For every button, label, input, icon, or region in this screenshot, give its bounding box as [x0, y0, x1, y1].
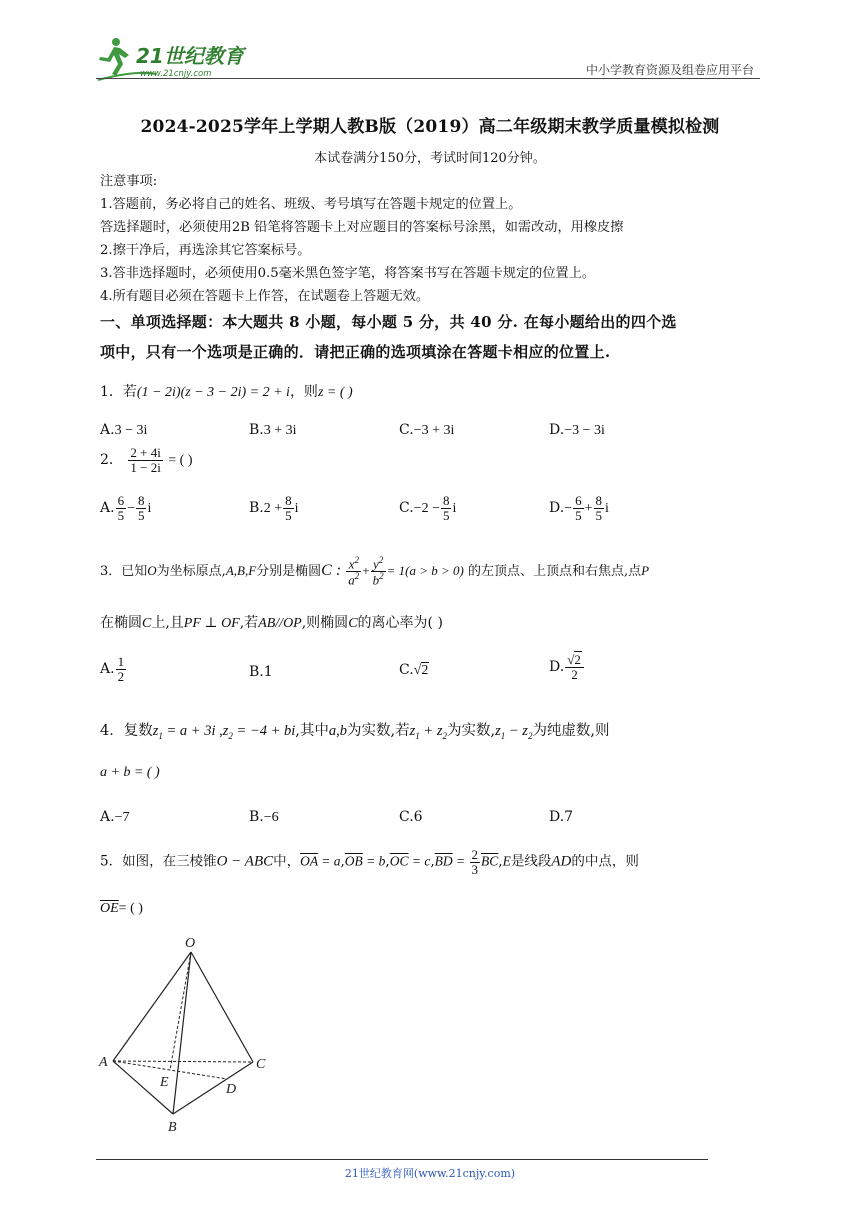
q3-option-c: C.√2 — [399, 662, 429, 678]
question-2: 2． $\frac{2 + 4i}{1 - 2i}$ = ( ) — [100, 445, 193, 475]
notice-line: 3.答非选择题时，必须使用0.5毫米黑色签字笔，将答案书写在答题卡规定的位置上。 — [100, 266, 596, 281]
question-5-line-2: $\overline{OE}=$ ( ) — [100, 901, 143, 916]
vertex-label-O: O — [185, 936, 196, 951]
notice-line: 4.所有题目必须在答题卡上作答，在试题卷上答题无效。 — [100, 289, 430, 304]
edge-OA — [113, 952, 191, 1061]
section-heading-line: 项中，只有一个选项是正确的．请把正确的选项填涂在答题卡相应的位置上. — [100, 343, 611, 361]
header-divider — [96, 78, 760, 79]
q2-option-a: A. $\frac{6}{5}$ − $\frac{8}{5}$ i — [100, 493, 152, 523]
q2-option-c: C.−2 − $\frac{8}{5}$ i — [399, 493, 457, 523]
segment-OE — [170, 952, 191, 1070]
platform-name: 中小学教育资源及组卷应用平台 — [585, 63, 754, 77]
point-label-E: E — [160, 1075, 169, 1090]
q1-option-a: A.3 − 3i — [100, 422, 148, 438]
question-3-line-1: 3．已知O为坐标原点,A,B,F分别是椭圆C : $\frac{x^2}{a^2}$ + $\frac{y^2}{b^2}$ = 1(a > b > 0) 的左顶点、上顶点和右焦点,点P — [100, 555, 650, 588]
footer-divider — [96, 1159, 708, 1160]
question-3-line-2: 在椭圆C上,且PF ⊥ OF,若AB//OP,则椭圆C的离心率为( ) — [100, 615, 443, 631]
edge-BC — [173, 1062, 253, 1114]
q1-option-b: B.3 + 3i — [249, 422, 297, 438]
tetrahedron-figure — [96, 930, 286, 1140]
q3-option-b: B.1 — [249, 664, 273, 680]
q3-option-a: A. $\frac{1}{2}$ — [100, 654, 125, 684]
notice-line: 答选择题时，必须使用2B 铅笔将答题卡上对应题目的答案标号涂黑，如需改动，用橡皮擦 — [100, 220, 624, 235]
edge-OB — [173, 952, 191, 1114]
question-5-line-1: 5．如图，在三棱锥O − ABC中，$\overline{OA} = a,\overline{OB} = b,\overline{OC} = c,\overline{BD}$ = $\frac{2}{3}$ $\overline{BC},E$是线段AD的中点，则 — [100, 847, 639, 877]
vertex-label-A: A — [99, 1055, 108, 1070]
notice-heading: 注意事项: — [100, 174, 158, 189]
q4-option-c: C.6 — [399, 809, 423, 825]
notice-line: 1.答题前，务必将自己的姓名、班级、考号填写在答题卡规定的位置上。 — [100, 197, 522, 212]
q2-option-d: D.− $\frac{6}{5}$ + $\frac{8}{5}$ i — [549, 493, 609, 523]
q1-option-d: D.−3 − 3i — [549, 422, 605, 438]
question-4-line-2: a + b = ( ) — [100, 765, 160, 780]
point-label-D: D — [226, 1082, 237, 1097]
exam-title: 2024-2025学年上学期人教B版（2019）高二年级期末教学质量模拟检测 — [140, 117, 720, 137]
notice-line: 2.擦干净后，再选涂其它答案标号。 — [100, 243, 311, 258]
exam-subtitle: 本试卷满分150分，考试时间120分钟。 — [314, 151, 546, 166]
q1-option-c: C.−3 + 3i — [399, 422, 455, 438]
edge-AC — [113, 1061, 253, 1062]
question-4-line-1: 4．复数$z_1 = a + 3i$ $,z_2 = -4$ + bi,其中a,b为实数,若$z_1 + z_2$为实数$,z_1 - z_2$为纯虚数,则 — [100, 723, 610, 741]
logo — [96, 36, 266, 82]
vertex-label-C: C — [256, 1057, 266, 1072]
section-heading-line: 一、单项选择题：本大题共 8 小题，每小题 5 分，共 40 分. 在每小题给出的四个选 — [100, 313, 677, 331]
logo-text: 21世纪教育 — [136, 44, 244, 68]
q4-option-a: A.−7 — [100, 809, 130, 825]
runner-icon — [99, 38, 129, 76]
vertex-label-B: B — [168, 1120, 177, 1135]
q4-option-b: B.−6 — [249, 809, 279, 825]
q4-option-d: D.7 — [549, 809, 574, 825]
edge-OC — [191, 952, 253, 1062]
q2-option-b: B.2 + $\frac{8}{5}$ i — [249, 493, 299, 523]
logo-url: www.21cnjy.com — [140, 69, 212, 79]
question-1: 1．若(1 − 2i)(z − 3 − 2i) = 2 + i，则z = ( ) — [100, 384, 353, 400]
footer-link[interactable]: 21世纪教育网(www.21cnjy.com) — [344, 1167, 516, 1180]
q3-option-d: D. $\frac{√2}{2}$ — [549, 653, 585, 681]
